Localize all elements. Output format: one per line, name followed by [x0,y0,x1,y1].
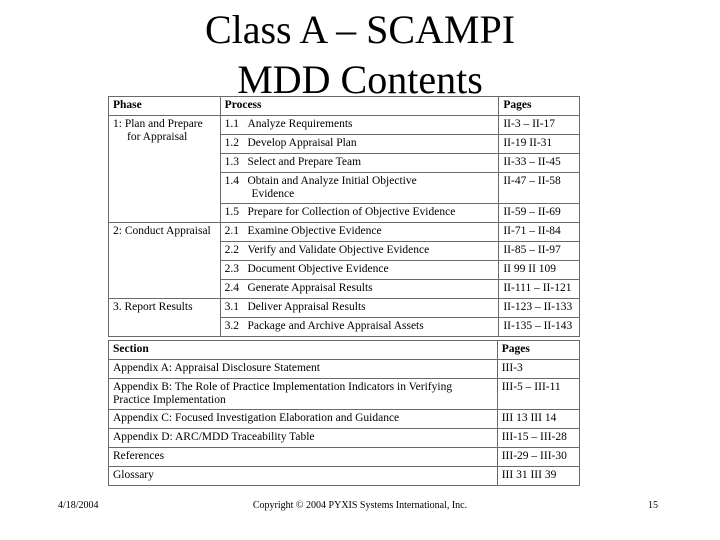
phase-label: 2: Conduct Appraisal [113,225,211,237]
section-name: Appendix A: Appraisal Disclosure Statement [109,360,498,379]
process-name: Package and Archive Appraisal Assets [243,318,498,337]
section-pages: III 31 III 39 [497,467,579,486]
process-pages: II-135 – II-143 [499,318,580,337]
section-pages: III-3 [497,360,579,379]
table-row [109,299,580,318]
process-name: Generate Appraisal Results [243,280,498,299]
table-row [109,448,580,467]
process-number: 1.2 [220,135,243,154]
table-row [109,360,580,379]
process-name-line1: Obtain and Analyze Initial Objective [247,175,417,187]
section-name: Glossary [109,467,498,486]
section-pages: III-5 – III-11 [497,379,579,410]
section-name: Appendix C: Focused Investigation Elaboration and Guidance [109,410,498,429]
process-number: 2.4 [220,280,243,299]
table-row [109,379,580,410]
process-pages: II-71 – II-84 [499,223,580,242]
process-number: 3.1 [220,299,243,318]
process-name: Develop Appraisal Plan [243,135,498,154]
process-pages: II-19 II-31 [499,135,580,154]
section-name [109,379,498,410]
process-pages: II-123 – II-133 [499,299,580,318]
process-number: 3.2 [220,318,243,337]
slide-subtitle: MDD Contents [237,57,483,102]
table-row [109,410,580,429]
table-header-row [109,97,580,116]
header-pages: Pages [499,97,580,116]
header-phase: Phase [109,97,221,116]
process-pages: II-33 – II-45 [499,154,580,173]
process-name-line2: Evidence [251,188,295,200]
process-pages: II 99 II 109 [499,261,580,280]
section-pages: III 13 III 14 [497,410,579,429]
footer-copyright: Copyright © 2004 PYXIS Systems International, Inc. [252,500,468,511]
phase-label-cont: for Appraisal [127,131,188,143]
process-name: Document Objective Evidence [243,261,498,280]
mdd-contents-table [108,96,580,337]
process-pages: II-3 – II-17 [499,116,580,135]
process-number: 1.1 [220,116,243,135]
section-name: References [109,448,498,467]
process-number: 1.4 [220,173,243,204]
process-pages: II-59 – II-69 [499,204,580,223]
process-name: Examine Objective Evidence [243,223,498,242]
slide-title: Class A – SCAMPI [204,7,516,52]
section-name: Appendix D: ARC/MDD Traceability Table [109,429,498,448]
phase-cell [109,299,221,337]
table-row [109,223,580,242]
process-pages: II-111 – II-121 [499,280,580,299]
footer-date: 4/18/2004 [58,500,99,511]
process-name: Prepare for Collection of Objective Evidence [243,204,498,223]
process-name: Deliver Appraisal Results [243,299,498,318]
process-name [243,173,498,204]
header-section: Section [109,341,498,360]
process-pages: II-85 – II-97 [499,242,580,261]
table-row [109,467,580,486]
process-name: Select and Prepare Team [243,154,498,173]
process-pages: II-47 – II-58 [499,173,580,204]
section-name-line1: Appendix B: The Role of Practice Implementation Indicators in Verifying [113,381,453,393]
process-number: 1.3 [220,154,243,173]
section-name-line2: Practice Implementation [113,394,226,406]
table-row [109,429,580,448]
section-pages: III-29 – III-30 [497,448,579,467]
phase-label: 1: Plan and Prepare [113,118,203,130]
process-number: 1.5 [220,204,243,223]
table-header-row [109,341,580,360]
phase-cell [109,223,221,299]
footer-page-number: 15 [648,500,658,511]
appendix-table [108,340,580,486]
process-number: 2.1 [220,223,243,242]
process-number: 2.3 [220,261,243,280]
process-number: 2.2 [220,242,243,261]
phase-cell [109,116,221,223]
header-pages: Pages [497,341,579,360]
process-name: Verify and Validate Objective Evidence [243,242,498,261]
header-process: Process [220,97,499,116]
process-name: Analyze Requirements [243,116,498,135]
phase-label: 3. Report Results [113,301,193,313]
section-pages: III-15 – III-28 [497,429,579,448]
table-row [109,116,580,135]
